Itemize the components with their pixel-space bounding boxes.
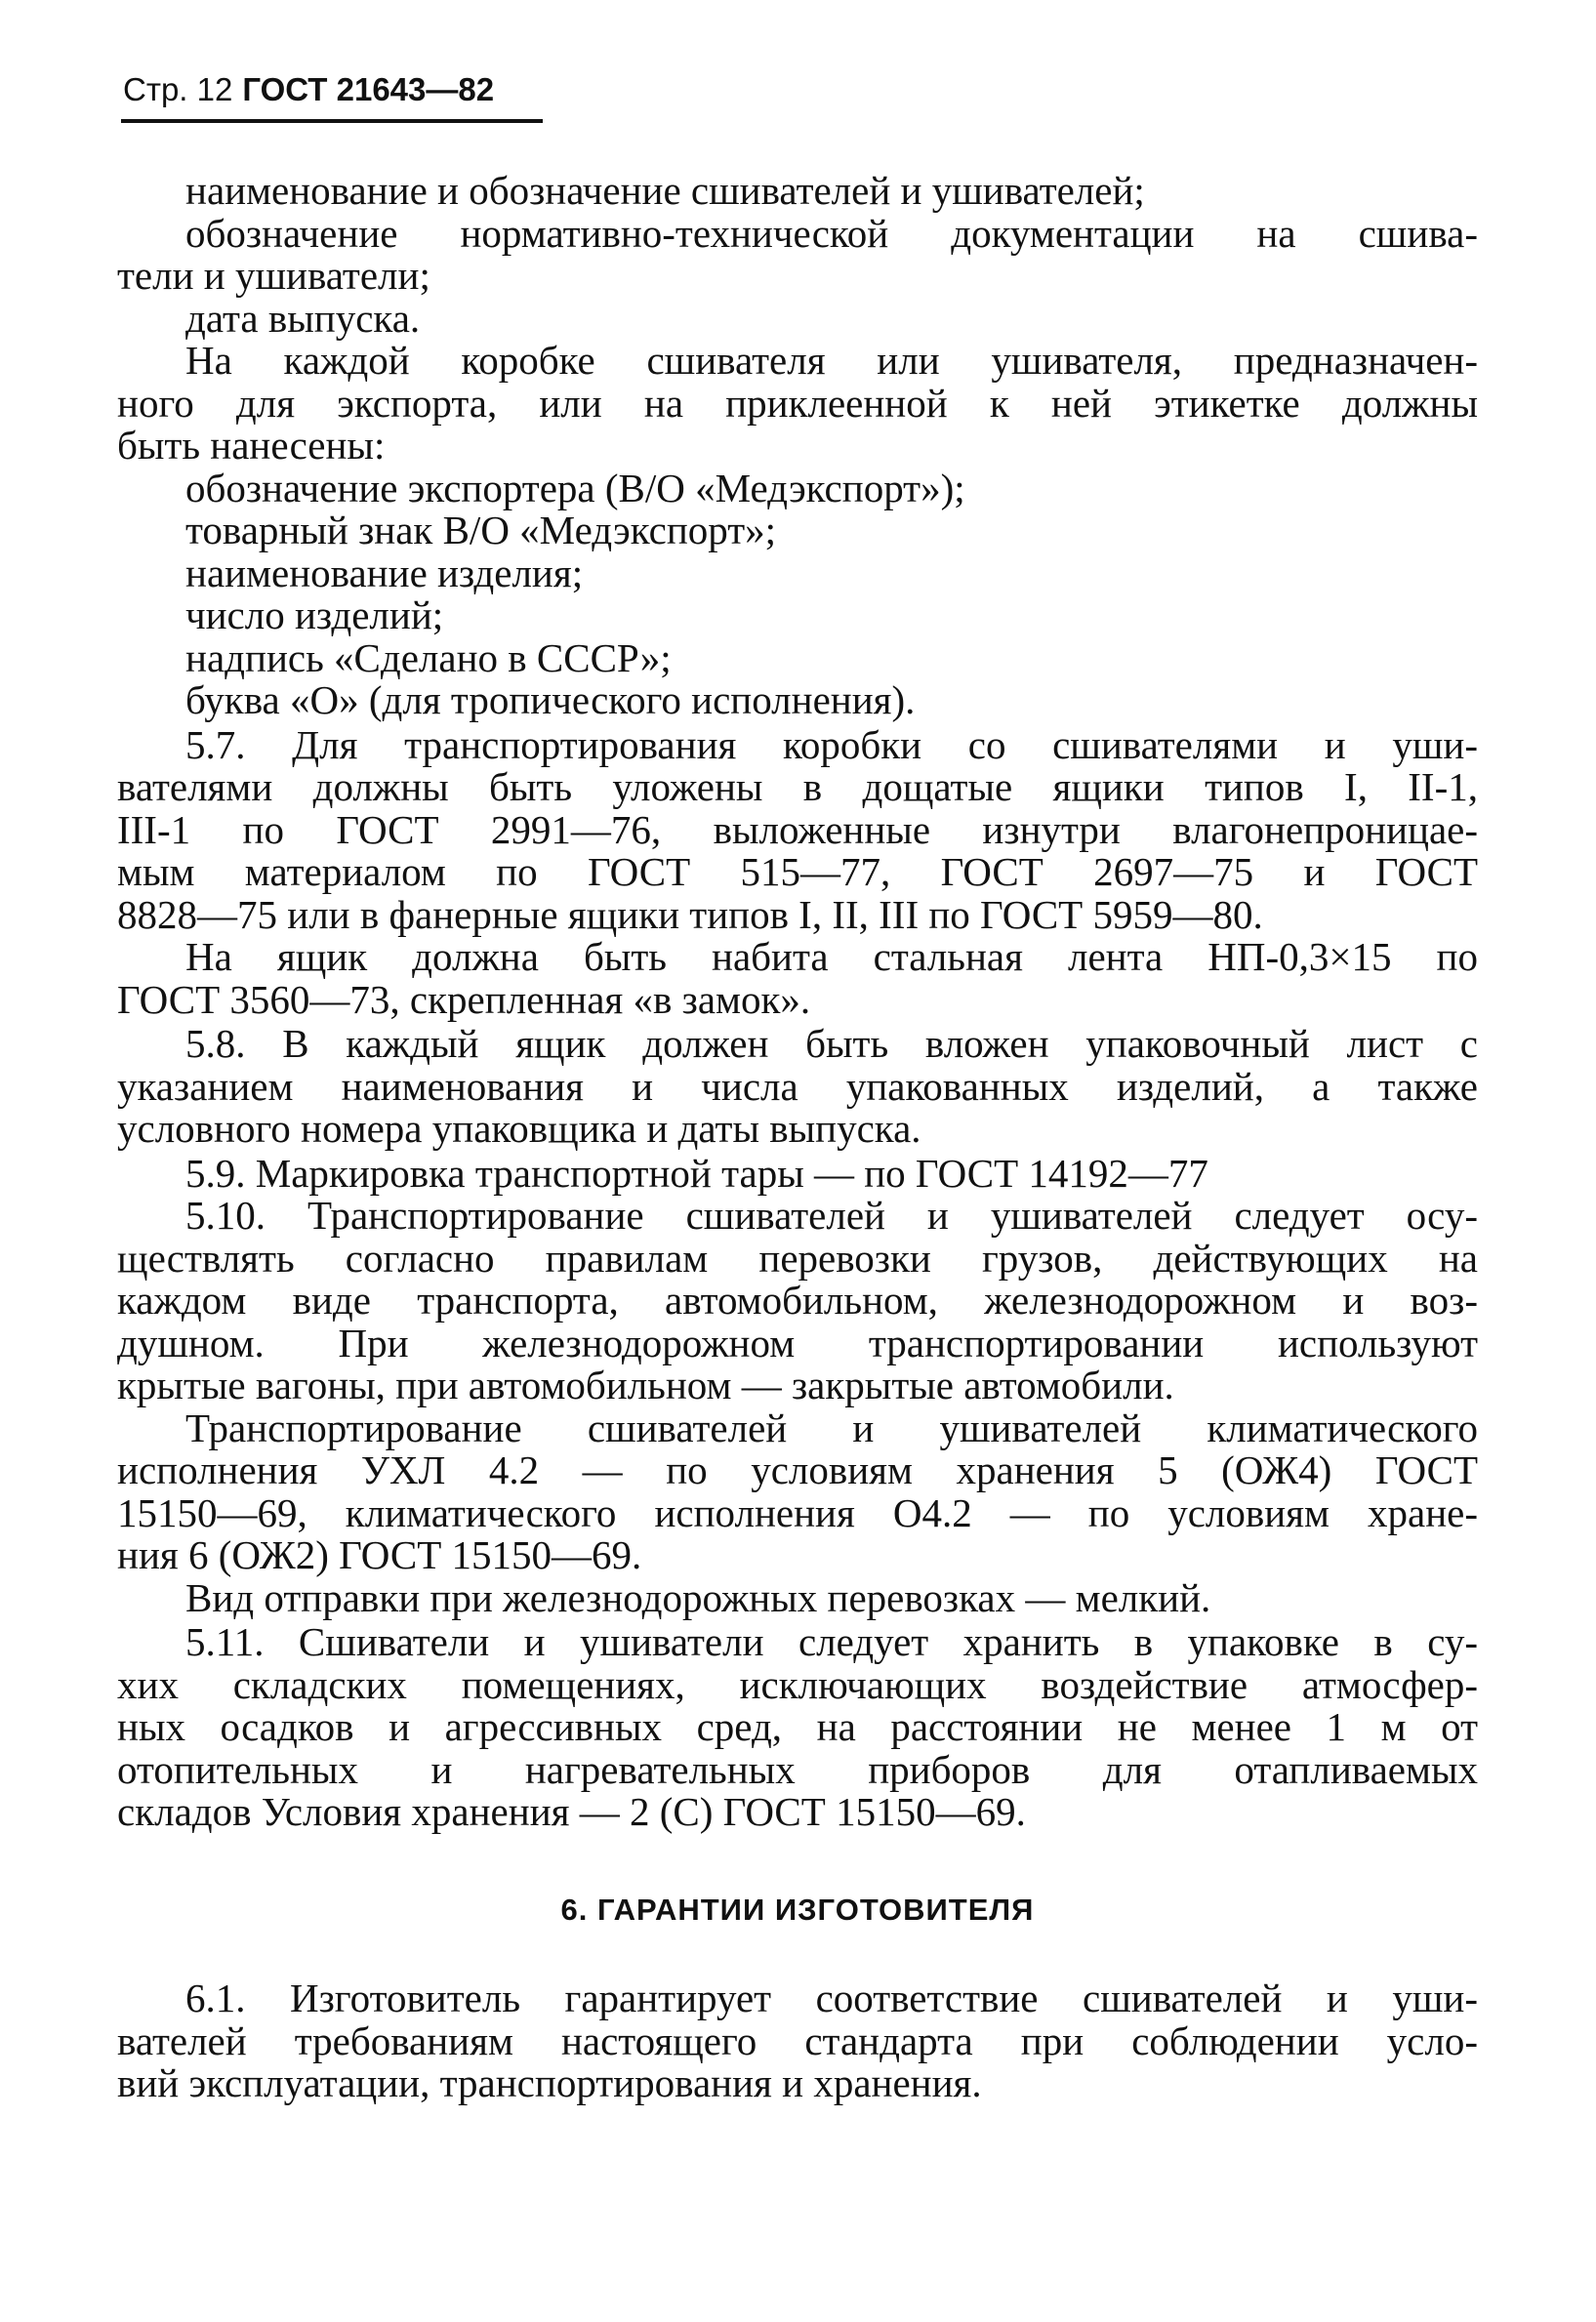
text-line: условного номера упаковщика и даты выпуска.	[117, 1106, 921, 1151]
header-rule	[121, 119, 543, 123]
text-line: обозначение нормативно-технической документации на сшива-	[185, 210, 1478, 256]
text-line: складов Условия хранения — 2 (С) ГОСТ 15150—69.	[117, 1789, 1026, 1834]
text-line: хих складских помещениях, исключающих воздействие атмосфер-	[117, 1661, 1478, 1707]
text-line: ного для экспорта, или на приклеенной к ней этикетке должны	[117, 380, 1478, 426]
body-text	[117, 170, 1478, 2105]
standard-number: ГОСТ 21643—82	[242, 71, 495, 107]
text-line: крытые вагоны, при автомобильном — закрытые автомобили.	[117, 1363, 1174, 1407]
page-number: Стр. 12	[123, 71, 233, 107]
text-line: наименование изделия;	[185, 550, 584, 595]
page-header	[123, 70, 494, 109]
text-line: тели и ушиватели;	[117, 253, 430, 298]
text-line: На каждой коробке сшивателя или ушивателя, предназначен-	[185, 338, 1478, 383]
text-line: товарный знак В/О «Медэкспорт»;	[185, 508, 777, 552]
text-line: 5.11. Сшиватели и ушиватели следует хранить в упаковке в су-	[185, 1619, 1478, 1664]
text-line: указанием наименования и числа упакованных изделий, а также	[117, 1063, 1478, 1109]
text-line: вателями должны быть уложены в дощатые ящики типов I, II-1,	[117, 764, 1478, 809]
text-line: вателей требованиям настоящего стандарта при соблюдении усло-	[117, 2017, 1478, 2063]
text-line: число изделий;	[185, 592, 444, 637]
text-line: вий эксплуатации, транспортирования и хранения.	[117, 2060, 982, 2105]
section-heading: 6. ГАРАНТИИ ИЗГОТОВИТЕЛЯ	[560, 1892, 1035, 1927]
text-line: каждом виде транспорта, автомобильном, железнодорожном и воз-	[117, 1278, 1478, 1323]
text-line: 8828—75 или в фанерные ящики типов I, II, III по ГОСТ 5959—80.	[117, 891, 1263, 937]
text-line: 5.9. Маркировка транспортной тары — по ГОСТ 14192—77	[185, 1150, 1208, 1196]
text-line: ГОСТ 3560—73, скрепленная «в замок».	[117, 976, 811, 1022]
text-line: дата выпуска.	[185, 295, 421, 341]
text-line: душном. При железнодорожном транспортировании используют	[117, 1320, 1478, 1365]
text-line: мым материалом по ГОСТ 515—77, ГОСТ 2697—75 и ГОСТ	[117, 849, 1478, 894]
text-line: 15150—69, климатического исполнения О4.2 — по условиям хране-	[117, 1489, 1478, 1535]
text-line: 5.7. Для транспортирования коробки со сшивателями и уши-	[185, 721, 1478, 767]
text-line: 6.1. Изготовитель гарантирует соответствие сшивателей и уши-	[185, 1976, 1478, 2020]
text-line: буква «О» (для тропического исполнения).	[185, 677, 916, 722]
text-line: исполнения УХЛ 4.2 — по условиям хранения 5 (ОЖ4) ГОСТ	[117, 1447, 1478, 1492]
text-line: Вид отправки при железнодорожных перевозках — мелкий.	[185, 1574, 1211, 1620]
text-line: На ящик должна быть набита стальная лента НП-0,3×15 по	[185, 934, 1478, 979]
text-line: отопительных и нагревательных приборов для отапливаемых	[117, 1746, 1478, 1792]
text-line: ществлять согласно правилам перевозки грузов, действующих на	[117, 1235, 1478, 1281]
text-line: надпись «Сделано в СССР»;	[185, 634, 672, 680]
text-line: ных осадков и агрессивных сред, на расстоянии не менее 1 м от	[117, 1704, 1478, 1749]
text-line: 5.8. В каждый ящик должен быть вложен упаковочный лист с	[185, 1021, 1478, 1066]
text-line: 5.10. Транспортирование сшивателей и ушивателей следует осу-	[185, 1193, 1478, 1238]
text-line: III-1 по ГОСТ 2991—76, выложенные изнутри влагонепроницае-	[117, 806, 1478, 852]
text-line: Транспортирование сшивателей и ушивателей климатического	[185, 1405, 1478, 1450]
text-line: ния 6 (ОЖ2) ГОСТ 15150—69.	[117, 1532, 642, 1577]
text-line: быть нанесены:	[117, 423, 386, 468]
text-line: наименование и обозначение сшивателей и ушивателей;	[185, 168, 1145, 213]
text-line: обозначение экспортера (В/О «Медэкспорт»);	[185, 465, 965, 510]
